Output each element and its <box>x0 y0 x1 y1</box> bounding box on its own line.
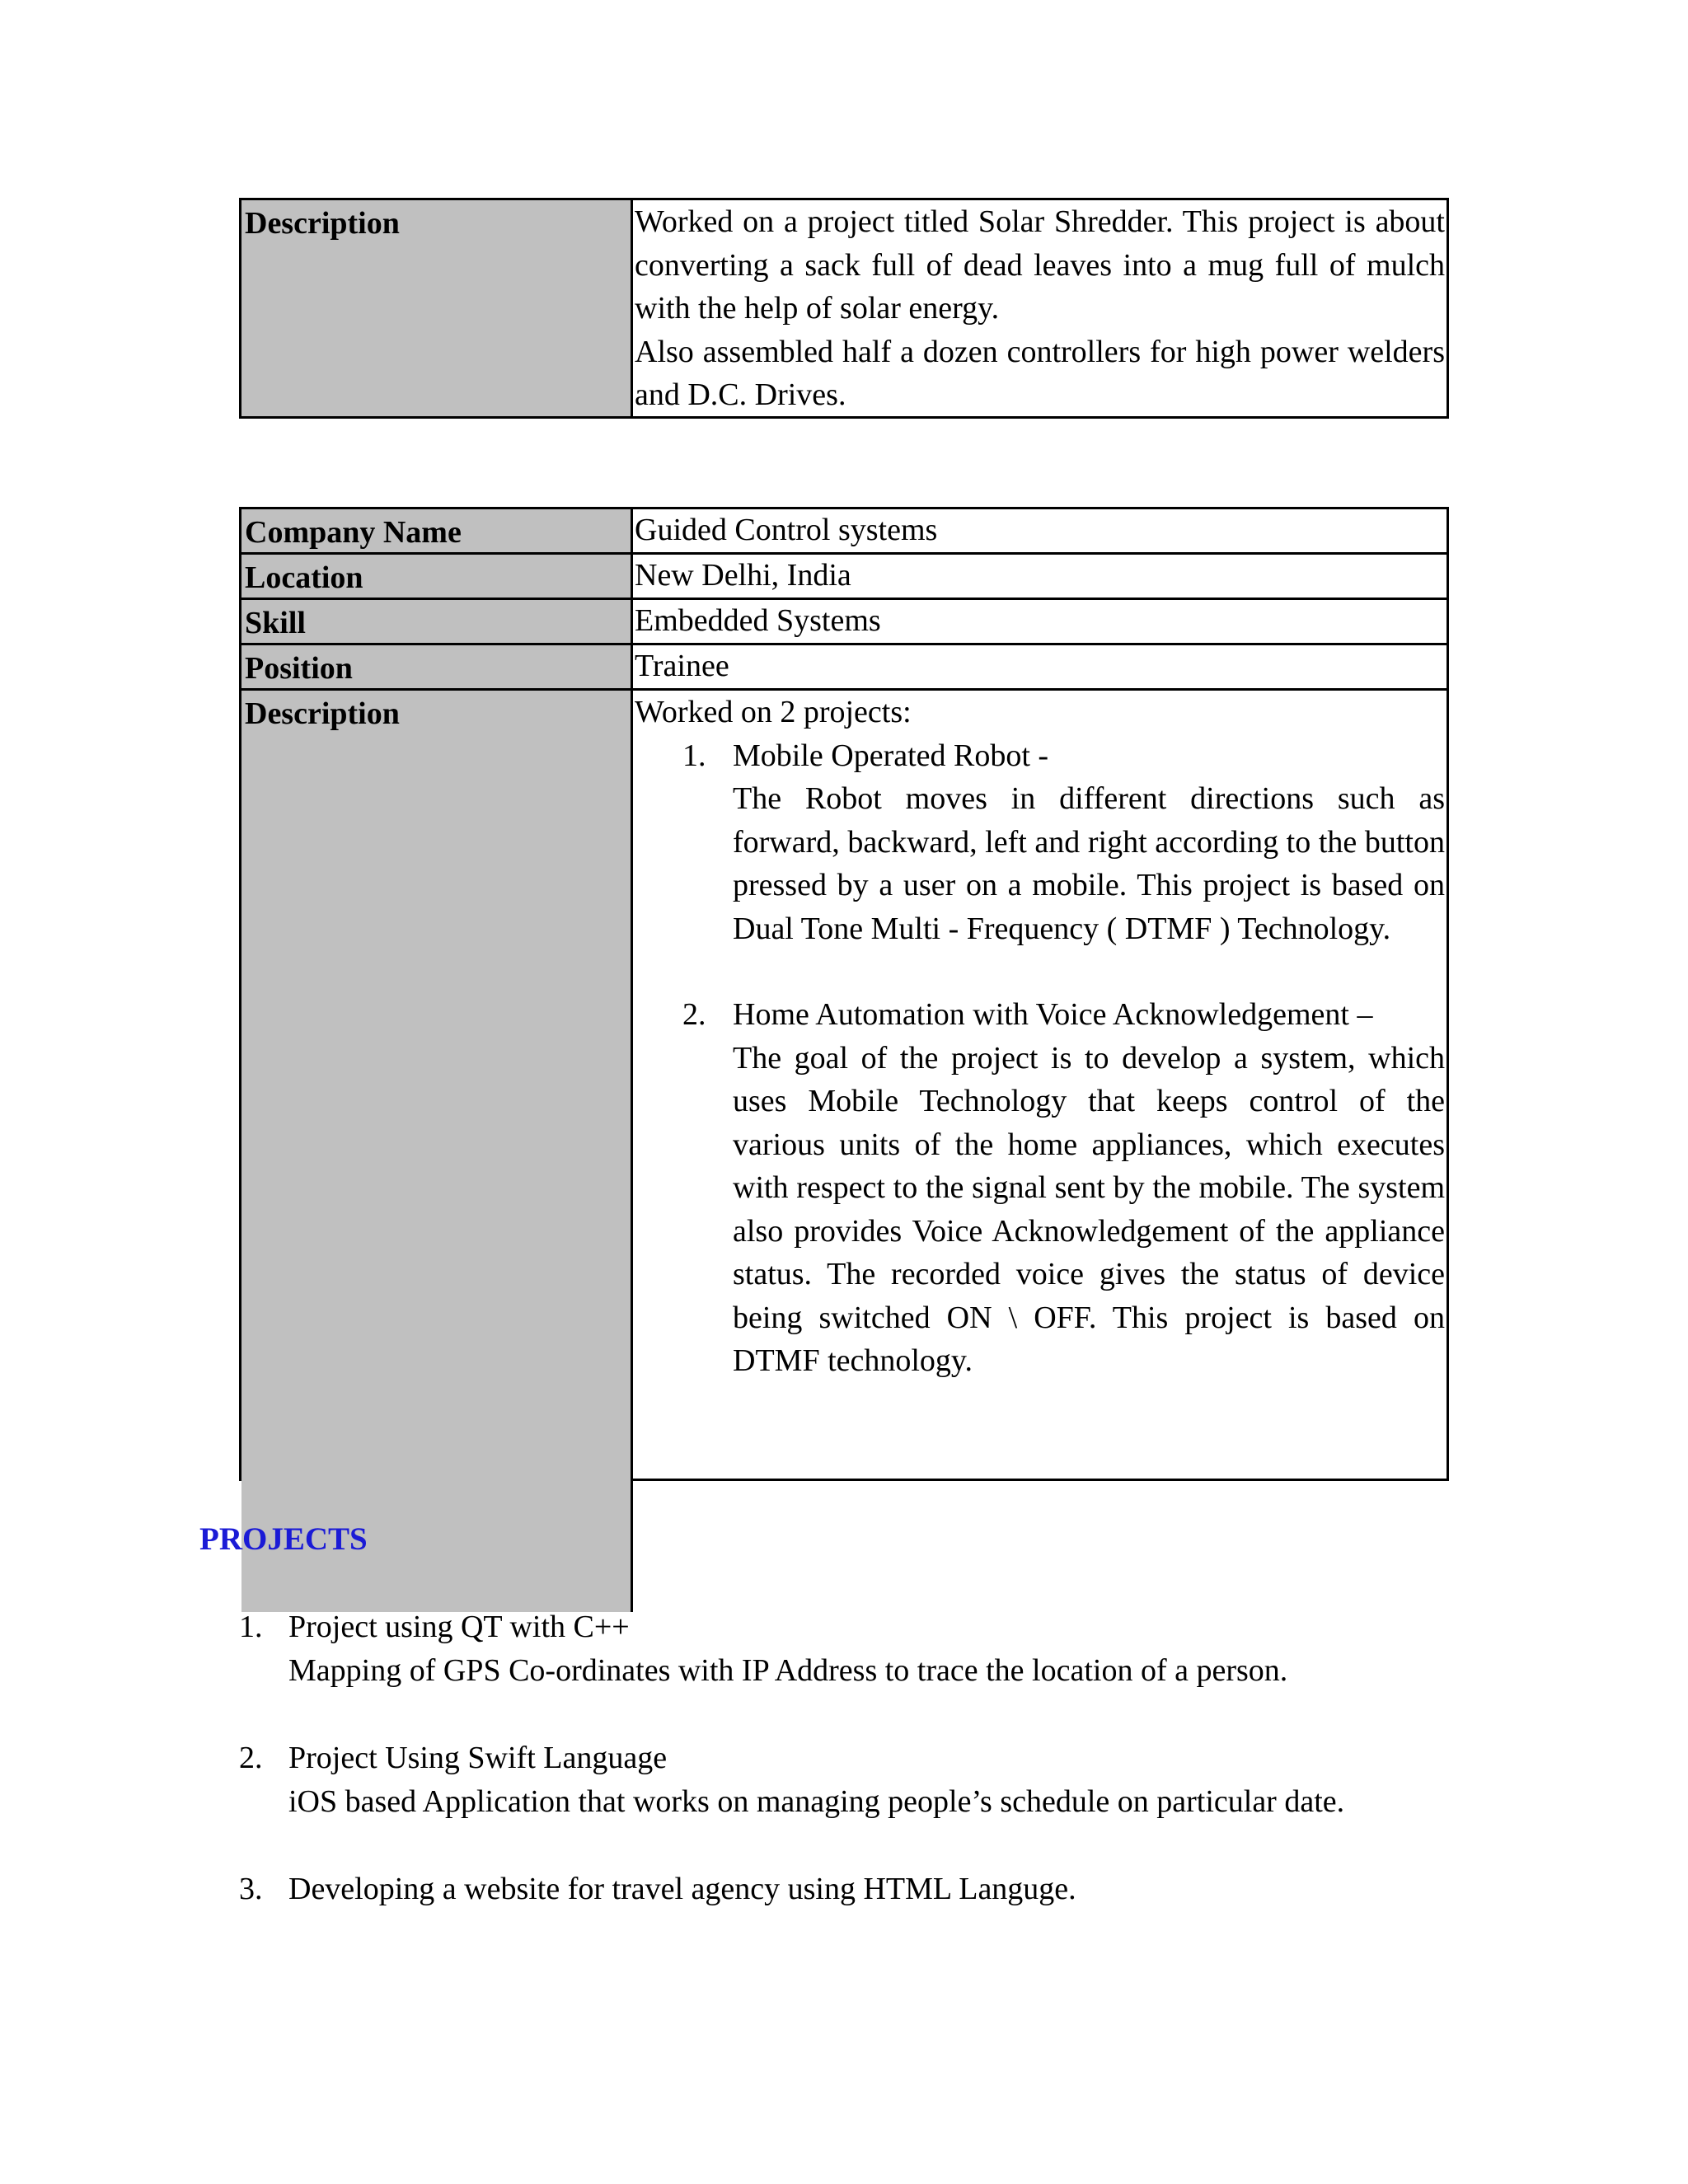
project-title: Home Automation with Voice Acknowledgement – <box>733 997 1373 1032</box>
table-row <box>241 691 1447 1612</box>
company-name-value: Guided Control systems <box>635 513 938 547</box>
project-text: The goal of the project is to develop a system, which uses Mobile Technology that keeps control of the various units of the home appliances, which executes with respect to the signal sent by the mobile. The system also provides Voice Acknowledgement of the appliance status. The recorded voice gives the status of device being switched ON \ OFF. This project is based on DTMF technology. <box>733 1040 1445 1378</box>
position-label: Position <box>241 645 633 688</box>
projects-list <box>239 1605 1475 1955</box>
description-value <box>633 200 1447 416</box>
description-intro: Worked on 2 projects: <box>635 695 912 729</box>
list-item <box>635 734 1445 951</box>
position-value: Trainee <box>635 649 729 683</box>
list-number: 1. <box>682 738 706 773</box>
skill-label: Skill <box>241 600 633 643</box>
location-value: New Delhi, India <box>635 558 851 593</box>
list-spacer <box>635 950 1445 993</box>
list-number: 2. <box>682 997 706 1032</box>
description-paragraph: Also assembled half a dozen controllers for high power welders and D.C. Drives. <box>635 334 1445 412</box>
table-row <box>241 509 1447 555</box>
section-heading: PROJECTS <box>199 1521 368 1557</box>
experience-table <box>239 507 1449 1481</box>
skill-value: Embedded Systems <box>635 603 881 638</box>
table-row <box>241 555 1447 600</box>
description-label: Description <box>241 200 633 416</box>
project-title: Project Using Swift Language <box>288 1741 668 1775</box>
project-detail: Mapping of GPS Co-ordinates with IP Address to trace the location of a person. <box>288 1653 1288 1688</box>
project-title: Mobile Operated Robot - <box>733 738 1049 773</box>
project-list <box>635 734 1445 1383</box>
project-title: Project using QT with C++ <box>288 1610 630 1644</box>
table-row <box>241 645 1447 691</box>
description-label: Description <box>241 691 633 1612</box>
project-text: The Robot moves in different directions such as forward, backward, left and right according to the button pressed by a user on a mobile. This project is based on Dual Tone Multi - Frequency ( DTMF ) Technology. <box>733 781 1445 946</box>
list-item <box>239 1605 1475 1693</box>
list-item <box>635 993 1445 1383</box>
project-title: Developing a website for travel agency using HTML Languge. <box>288 1872 1076 1906</box>
table-row <box>241 600 1447 645</box>
location-label: Location <box>241 555 633 598</box>
description-value <box>633 691 1447 1612</box>
description-paragraph: Worked on a project titled Solar Shredder. This project is about converting a sack full of dead leaves into a mug full of mulch with the help of solar energy. <box>635 204 1445 326</box>
description-table <box>239 198 1449 419</box>
list-item <box>239 1736 1475 1824</box>
list-number: 3. <box>239 1872 263 1906</box>
project-detail: iOS based Application that works on managing people’s schedule on particular date. <box>288 1784 1345 1819</box>
company-name-label: Company Name <box>241 509 633 552</box>
list-number: 1. <box>239 1610 263 1644</box>
list-item <box>239 1868 1475 1911</box>
list-number: 2. <box>239 1741 263 1775</box>
